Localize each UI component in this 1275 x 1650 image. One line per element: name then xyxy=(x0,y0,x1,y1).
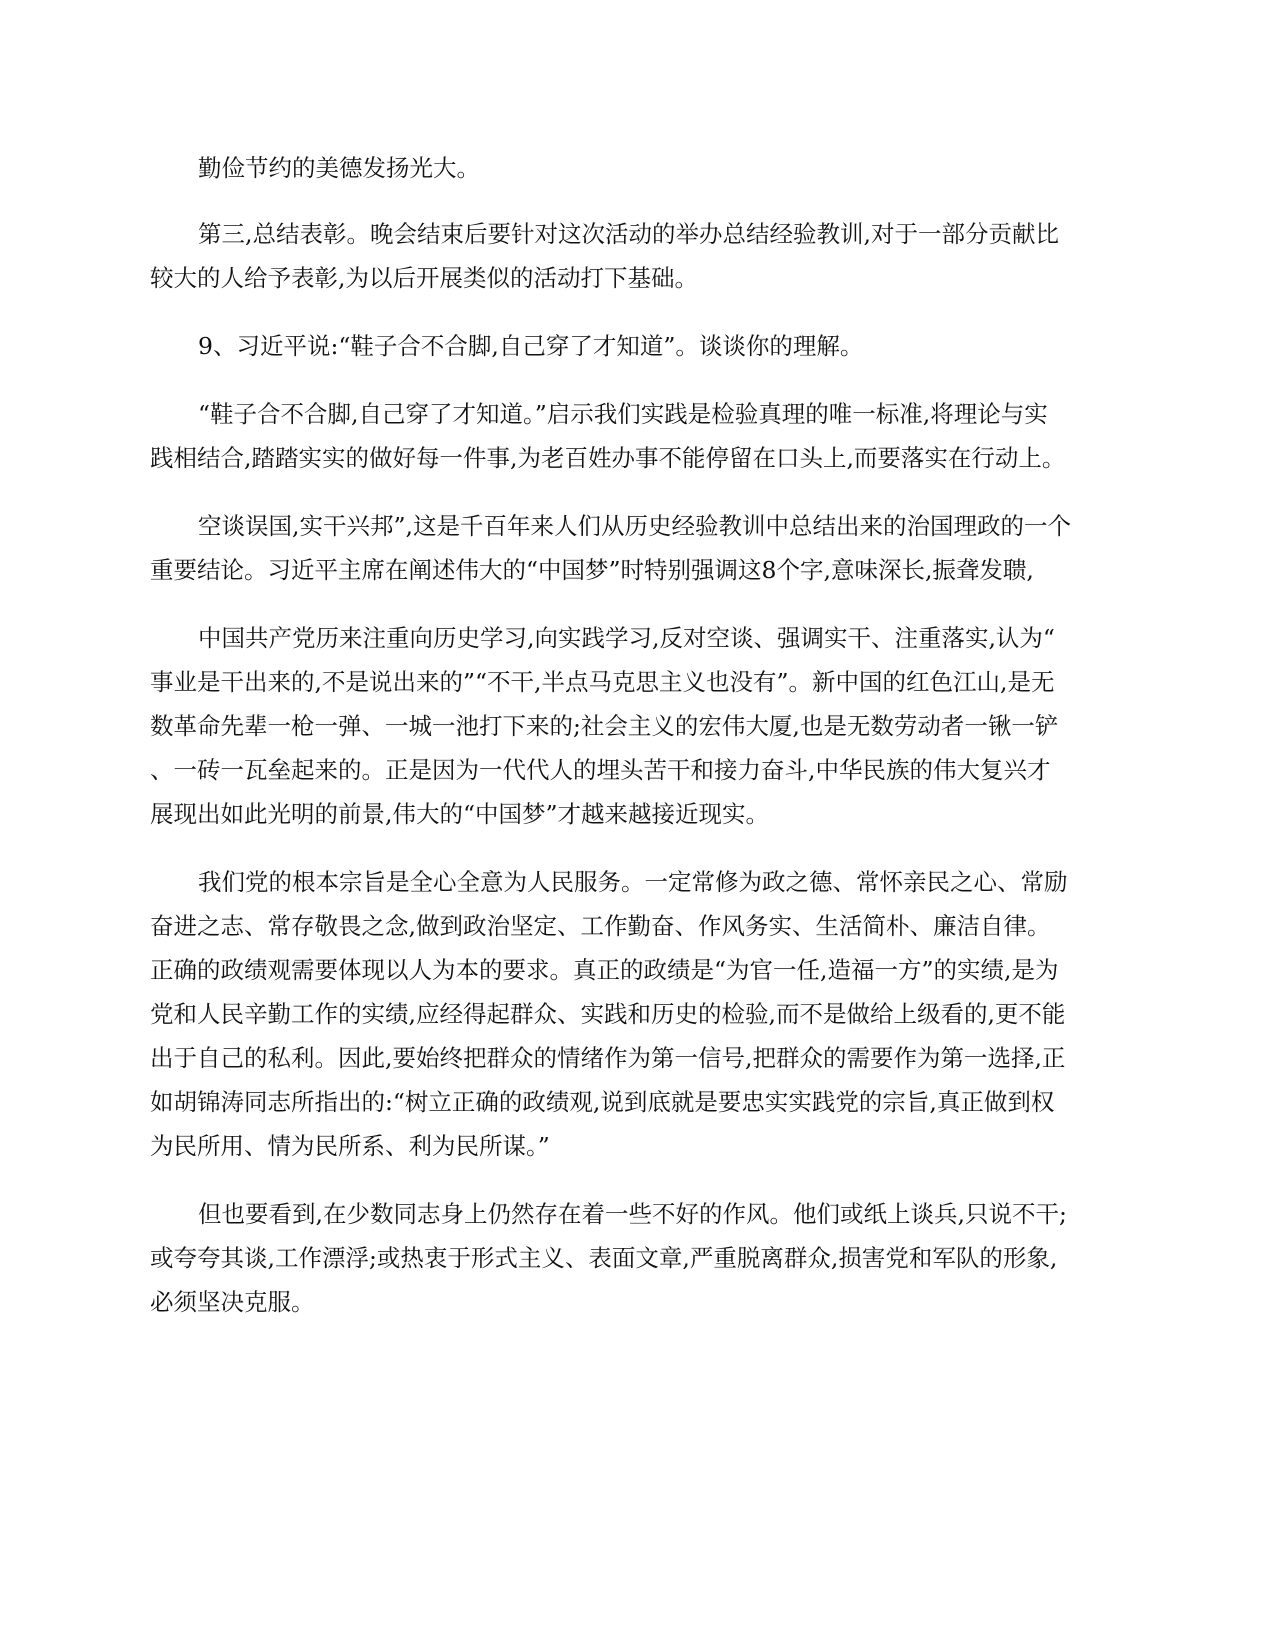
paragraph-line: 中国共产党历来注重向历史学习,向实践学习,反对空谈、强调实干、注重落实,认为“ xyxy=(198,624,1055,652)
paragraph-line: 事业是干出来的,不是说出来的”“不干,半点马克思主义也没有”。新中国的红色江山,是无 xyxy=(150,668,1055,696)
paragraph xyxy=(150,212,1128,300)
paragraph-line: 较大的人给予表彰,为以后开展类似的活动打下基础。 xyxy=(150,264,698,292)
paragraph xyxy=(150,616,1128,836)
paragraph-line: 出于自己的私利。因此,要始终把群众的情绪作为第一信号,把群众的需要作为第一选择,正 xyxy=(150,1044,1066,1072)
paragraph-line: 党和人民辛勤工作的实绩,应经得起群众、实践和历史的检验,而不是做给上级看的,更不能 xyxy=(150,1000,1066,1028)
paragraph-line: 践相结合,踏踏实实的做好每一件事,为老百姓办事不能停留在口头上,而要落实在行动上。 xyxy=(150,444,1066,472)
paragraph-line: 正确的政绩观需要体现以人为本的要求。真正的政绩是“为官一任,造福一方”的实绩,是为 xyxy=(150,956,1059,984)
paragraph xyxy=(150,504,1128,592)
paragraph xyxy=(150,1192,1128,1324)
paragraph-line: 勤俭节约的美德发扬光大。 xyxy=(198,154,480,182)
paragraph xyxy=(150,146,1128,190)
paragraph-line: 展现出如此光明的前景,伟大的“中国梦”才越来越接近现实。 xyxy=(150,800,769,828)
paragraph xyxy=(150,860,1128,1168)
paragraph xyxy=(150,392,1128,480)
paragraph-line: 如胡锦涛同志所指出的:“树立正确的政绩观,说到底就是要忠实实践党的宗旨,真正做到权 xyxy=(150,1088,1055,1116)
paragraph-line: 9、习近平说:“鞋子合不合脚,自己穿了才知道”。谈谈你的理解。 xyxy=(198,332,864,360)
paragraph-line: 必须坚决克服。 xyxy=(150,1288,315,1316)
document-body xyxy=(150,146,1128,1324)
paragraph-line: 数革命先辈一枪一弹、一城一池打下来的;社会主义的宏伟大厦,也是无数劳动者一锹一铲 xyxy=(150,712,1059,740)
paragraph-line: 或夸夸其谈,工作漂浮;或热衷于形式主义、表面文章,严重脱离群众,损害党和军队的形象, xyxy=(150,1244,1058,1272)
paragraph-line: 但也要看到,在少数同志身上仍然存在着一些不好的作风。他们或纸上谈兵,只说不干; xyxy=(198,1200,1067,1228)
paragraph-line: 我们党的根本宗旨是全心全意为人民服务。一定常修为政之德、常怀亲民之心、常励 xyxy=(198,868,1068,896)
paragraph-line: 第三,总结表彰。晚会结束后要针对这次活动的举办总结经验教训,对于一部分贡献比 xyxy=(198,220,1059,248)
paragraph-line: 奋进之志、常存敬畏之念,做到政治坚定、工作勤奋、作风务实、生活简朴、廉洁自律。 xyxy=(150,912,1051,940)
paragraph-line: “鞋子合不合脚,自己穿了才知道。”启示我们实践是检验真理的唯一标准,将理论与实 xyxy=(198,400,1048,428)
paragraph-line: 为民所用、情为民所系、利为民所谋。” xyxy=(150,1132,550,1160)
paragraph-line: 、一砖一瓦垒起来的。正是因为一代代人的埋头苦干和接力奋斗,中华民族的伟大复兴才 xyxy=(150,756,1051,784)
paragraph xyxy=(150,324,1128,368)
paragraph-line: 空谈误国,实干兴邦”,这是千百年来人们从历史经验教训中总结出来的治国理政的一个 xyxy=(198,512,1071,540)
paragraph-line: 重要结论。习近平主席在阐述伟大的“中国梦”时特别强调这8个字,意味深长,振聋发聩, xyxy=(150,556,1034,584)
